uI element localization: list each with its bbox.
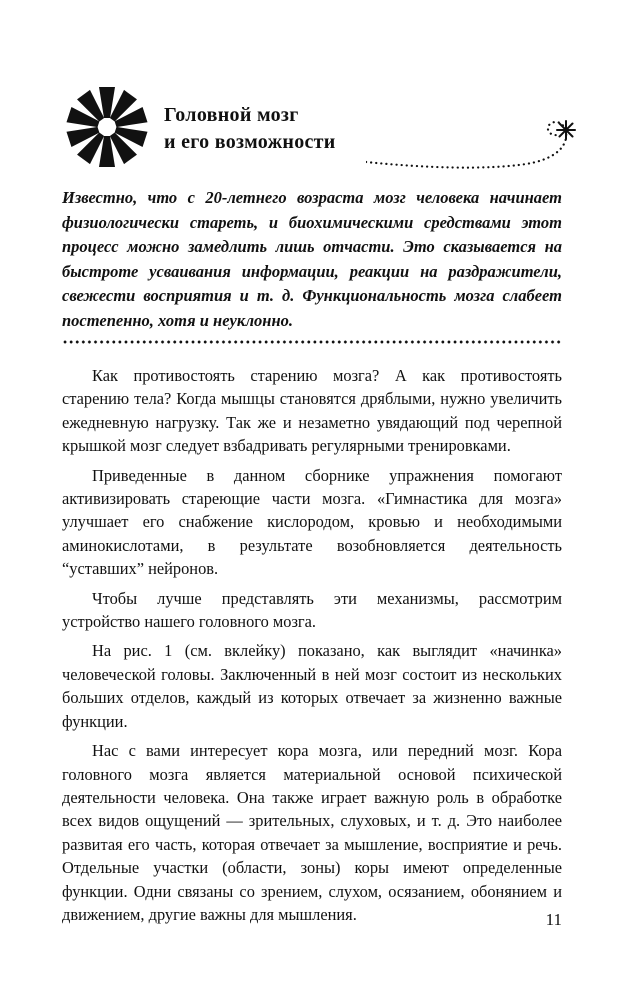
dotted-swirl-ornament-icon bbox=[366, 108, 586, 174]
paragraph: Приведенные в данном сборнике упражнения помогают активизировать стареющие части мозга. «Гимнастика для мозга» улучшает его снабжение кислородом, кровью и необходимыми аминокислотами, в результате возобновляется деятельность “уставших” нейронов. bbox=[62, 465, 562, 579]
paragraph: Как противостоять старению мозга? А как противостоять старению тела? Когда мышцы становятся дряблыми, нужно увеличить ежедневную нагрузку. Так же и незаметно увядающий под черепной крышкой мозг следует взбадривать регулярными тренировками. bbox=[62, 366, 562, 456]
chapter-title-line1: Головной мозг bbox=[164, 104, 299, 126]
intro-text: Известно, что с 20-летнего возраста мозг человека начинает физиологически стареть, и биохимическими средствами этот процесс можно замедлить лишь отчасти. Это сказывается на быстроте усваивания информации, реакции на раздражители, свежести восприятия и т. д. Функциональность мозга слабеет постепенно, хотя и неуклонно. bbox=[62, 188, 562, 330]
page-number: 11 bbox=[545, 910, 562, 929]
intro-paragraph bbox=[62, 186, 562, 334]
dotted-divider bbox=[62, 340, 562, 344]
chapter-title-line2: и его возможности bbox=[164, 131, 336, 153]
sunburst-icon bbox=[66, 86, 148, 168]
body-text bbox=[62, 364, 562, 932]
paragraph: Нас с вами интересует кора мозга, или передний мозг. Кора головного мозга является материальной основой психической деятельности человека. Она также играет важную роль в обработке всех видов ощущений — зрительных, слуховых, и т. д. Это наиболее развитая его часть, которая отвечает за мышление, восприятие и речь. Отдельные участки (области, зоны) коры имеют определенные функции. Одни связаны со зрением, слухом, осязанием, обонянием и движением, другие важны для мышления. bbox=[62, 741, 562, 924]
paragraph: На рис. 1 (см. вклейку) показано, как выглядит «начинка» человеческой головы. Заключенный в ней мозг состоит из нескольких больших отделов, каждый из которых отвечает за жизненно важные функции. bbox=[62, 641, 562, 731]
paragraph: Чтобы лучше представлять эти механизмы, рассмотрим устройство нашего головного мозга. bbox=[62, 588, 562, 632]
chapter-header bbox=[56, 86, 556, 176]
